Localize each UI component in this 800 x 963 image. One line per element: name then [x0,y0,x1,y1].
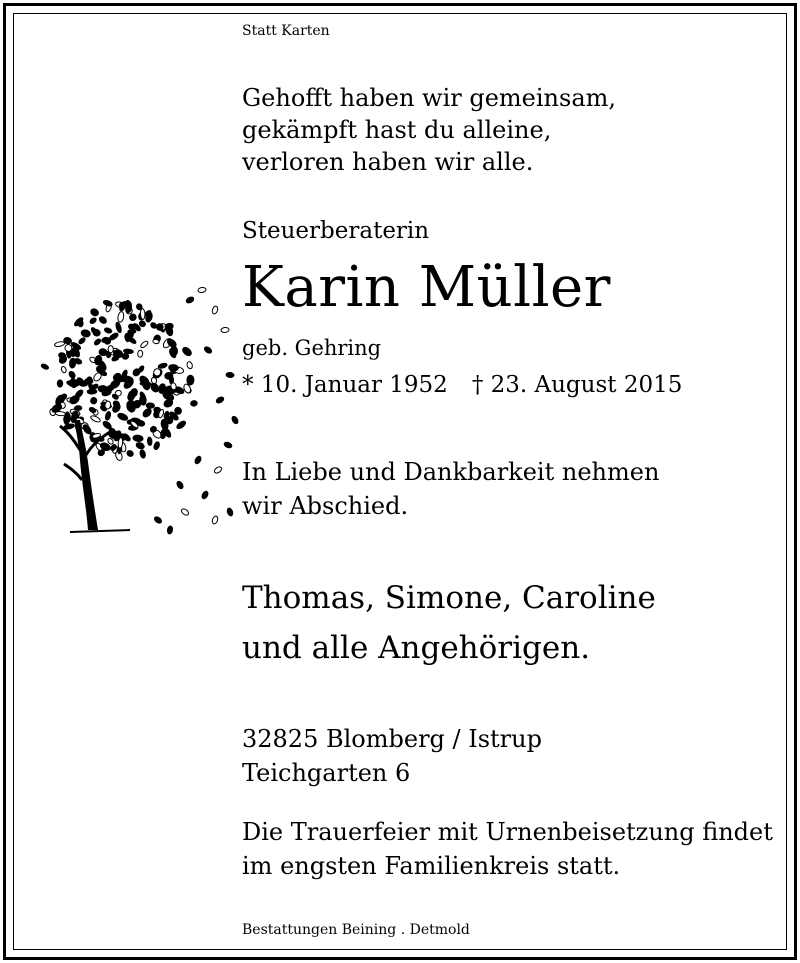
canopy-leaf [187,375,194,385]
canopy-leaf [133,435,144,442]
canopy-leaf [84,379,92,385]
address [242,722,542,790]
canopy-leaf [93,338,101,346]
tree-canopy [40,299,197,461]
windblown-tree-icon [30,280,245,542]
canopy-leaf [90,307,100,317]
falling-leaf [194,455,202,464]
address-line: Teichgarten 6 [242,759,411,787]
address-line: 32825 Blomberg / Istrup [242,725,542,753]
poem [242,82,616,178]
poem-line: gekämpft hast du alleine, [242,116,552,144]
falling-leaf [153,516,162,525]
farewell-line: In Liebe und Dankbarkeit nehmen [242,458,660,486]
farewell-text [242,455,659,523]
ceremony-notice [242,815,773,883]
canopy-leaf [140,340,149,349]
birth-name: geb. Gehring [242,336,382,360]
falling-leaf [213,466,222,475]
canopy-leaf [58,352,66,359]
canopy-leaf [158,362,168,369]
canopy-leaf [165,373,173,380]
canopy-leaf [103,299,113,307]
canopy-leaf [126,450,134,458]
falling-leaf [201,490,209,499]
canopy-leaf [89,317,97,325]
canopy-leaf [61,366,67,374]
falling-leaf [223,441,232,449]
canopy-leaf [90,327,97,335]
canopy-leaf [169,364,179,371]
canopy-leaf [90,397,97,405]
canopy-leaf [146,403,155,408]
poem-line: Gehofft haben wir gemeinsam, [242,84,617,112]
falling-leaf [221,327,230,333]
canopy-leaf [140,308,145,319]
canopy-leaf [69,358,76,368]
falling-leaf [211,305,218,314]
canopy-leaf [98,315,108,324]
canopy-leaf [117,311,124,322]
canopy-leaf [186,361,193,369]
falling-leaf [180,508,189,517]
deceased-name: Karin Müller [242,255,611,320]
canopy-leaf [88,406,96,413]
ceremony-line: Die Trauerfeier mit Urnenbeisetzung findet [242,818,773,846]
death-date: † 23. August 2015 [471,372,683,398]
canopy-leaf [176,420,187,430]
poem-line: verloren haben wir alle. [242,148,534,176]
canopy-leaf [139,449,146,458]
canopy-leaf [99,348,108,356]
canopy-leaf [138,350,143,357]
canopy-leaf [153,368,161,376]
profession: Steuerberaterin [242,218,430,244]
family-names [242,573,656,673]
falling-leaf [198,287,207,293]
falling-leaf [215,396,224,404]
falling-leaf [185,296,194,304]
life-dates [242,372,682,398]
canopy-leaf [181,346,193,357]
birth-date: * 10. Januar 1952 [242,372,448,398]
farewell-line: wir Abschied. [242,492,409,520]
canopy-leaf [105,411,112,421]
canopy-leaf [115,322,122,333]
canopy-leaf [190,400,197,406]
falling-leaf [226,507,233,516]
falling-leaf [203,346,212,355]
canopy-leaf [141,407,152,418]
canopy-leaf [87,389,97,394]
canopy-leaf [68,370,76,379]
canopy-leaf [153,441,161,450]
falling-leaf [167,526,173,535]
family-line: und alle Angehörigen. [242,630,591,666]
falling-leaf [226,372,235,378]
canopy-leaf [104,327,113,334]
falling-leaf [176,480,184,489]
canopy-leaf [117,412,129,422]
header-note: Statt Karten [242,23,330,39]
falling-leaf [231,415,239,424]
undertaker: Bestattungen Beining . Detmold [242,922,470,938]
canopy-leaf [147,437,152,446]
ceremony-line: im engsten Familienkreis statt. [242,852,621,880]
falling-leaf [211,515,218,524]
canopy-leaf [80,329,91,338]
family-line: Thomas, Simone, Caroline [242,580,656,616]
canopy-leaf [108,346,113,353]
canopy-leaf [123,349,133,354]
canopy-leaf [57,380,63,387]
canopy-leaf [90,415,101,424]
canopy-leaf [78,337,86,345]
canopy-leaf [54,341,65,347]
canopy-leaf [135,441,145,450]
ground-line [70,530,130,532]
canopy-leaf [40,363,49,370]
